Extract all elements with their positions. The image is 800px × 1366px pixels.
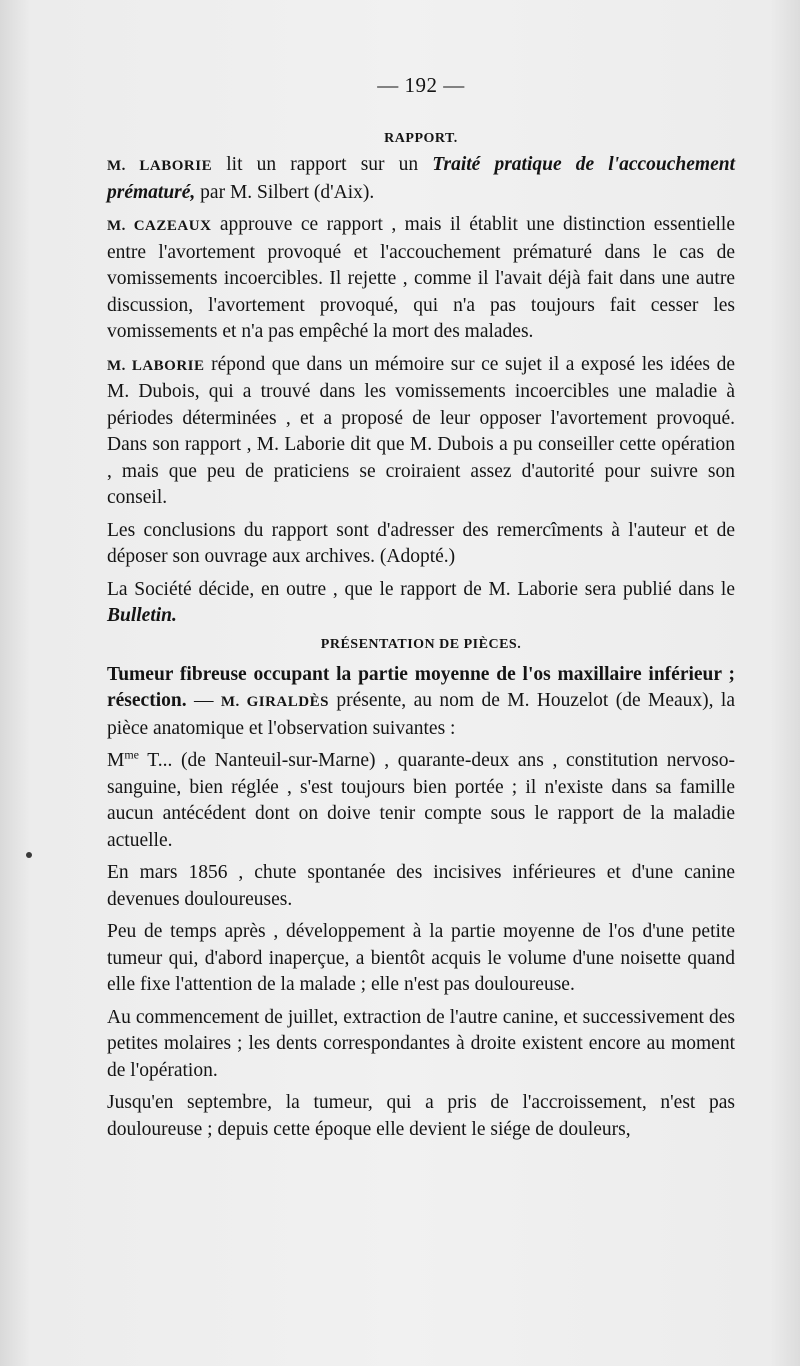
paragraph-text: lit un rapport sur un (212, 154, 433, 175)
book-title: Traité pratique de l'accouchement prématuré, (107, 154, 736, 203)
page-text (107, 70, 735, 1143)
paragraph-patient (107, 748, 735, 854)
speaker-name: M. GIRALDÈS (220, 694, 329, 710)
paragraph-text: La Société décide, en outre , que le rapport de M. Laborie sera publié dans le (107, 578, 735, 600)
paragraph-text: par M. Silbert (d'Aix). (195, 181, 375, 203)
case-title: Tumeur fibreuse occupant la partie moyenne de l'os maxillaire inférieur ; résection. (107, 663, 735, 711)
dash: — (186, 690, 221, 711)
paragraph-laborie-reply (107, 352, 735, 512)
speaker-name: M. LABORIE (107, 158, 213, 174)
paragraph-text: présente, au nom de M. Houzelot (de Meaux), la pièce anatomique et l'observation suivantes : (107, 690, 736, 739)
speaker-name: M. LABORIE (107, 357, 205, 374)
paragraph-text: approuve ce rapport , mais il établit une distinction essentielle entre l'avortement provoqué et l'accouchement prématuré dans le cas de vomissements incoercibles. Il rejette , comme il l'avait déjà fait dans une autre discussion, l'avortement provoqué, qui n'a pas toujours fait cesser les vomissements et n'a pas empêché la mort des malades. (107, 214, 735, 342)
paragraph-conclusions: Les conclusions du rapport sont d'adresser des remercîments à l'auteur et de déposer son ouvrage aux archives. (Adopté.) (107, 519, 735, 567)
speaker-name: M. CAZEAUX (107, 218, 212, 234)
paragraph-cazeaux (107, 212, 735, 346)
paragraph-text: répond que dans un mémoire sur ce sujet il a exposé les idées de M. Dubois, qui a trouvé dans les vomissements incoercibles une maladie à périodes déterminées , et a proposé de leur opposer l'avortement provoqué. Dans son rapport , M. Laborie dit que M. Dubois a pu conseiller cette opération , mais que peu de praticiens se croiraient assez d'autorité pour suivre son conseil. (107, 353, 735, 508)
paragraph-march: En mars 1856 , chute spontanée des incisives inférieures et d'une canine devenues douloureuses. (107, 862, 735, 910)
paragraph-july: Au commencement de juillet, extraction de l'autre canine, et successivement des petites molaires ; les dents correspondantes à droite existent encore au moment de l'opération. (107, 1006, 735, 1081)
section-heading-pieces: PRÉSENTATION DE PIÈCES. (320, 636, 522, 652)
paragraph-decision (107, 577, 735, 630)
paragraph-laborie-report (107, 152, 735, 206)
paragraph-september: Jusqu'en septembre, la tumeur, qui a pris de l'accroissement, n'est pas douloureuse ; depuis cette époque elle devient le siége de douleurs, (107, 1092, 735, 1140)
paragraph-tumeur (107, 662, 735, 743)
honorific-superscript: me (124, 747, 140, 762)
paragraph-text: T... (de Nanteuil-sur-Marne) , quarante-deux ans , constitution nervoso-sanguine, bien réglée , s'est toujours bien portée ; il n'existe dans sa famille aucun antécédent dont on doive tenir compte sous le rapport de la maladie actuelle. (107, 750, 735, 851)
bulletin-title: Bulletin. (107, 605, 177, 626)
honorific: M (107, 750, 125, 771)
ink-spot (26, 852, 32, 858)
page-number: — 192 — (377, 73, 465, 97)
section-heading-rapport: RAPPORT. (384, 131, 458, 146)
paragraph-development: Peu de temps après , développement à la partie moyenne de l'os d'une petite tumeur qui, d'abord inaperçue, a bientôt acquis le volume d'une noisette quand elle fixe l'attention de la malade ; elle n'est pas douloureuse. (107, 921, 735, 995)
